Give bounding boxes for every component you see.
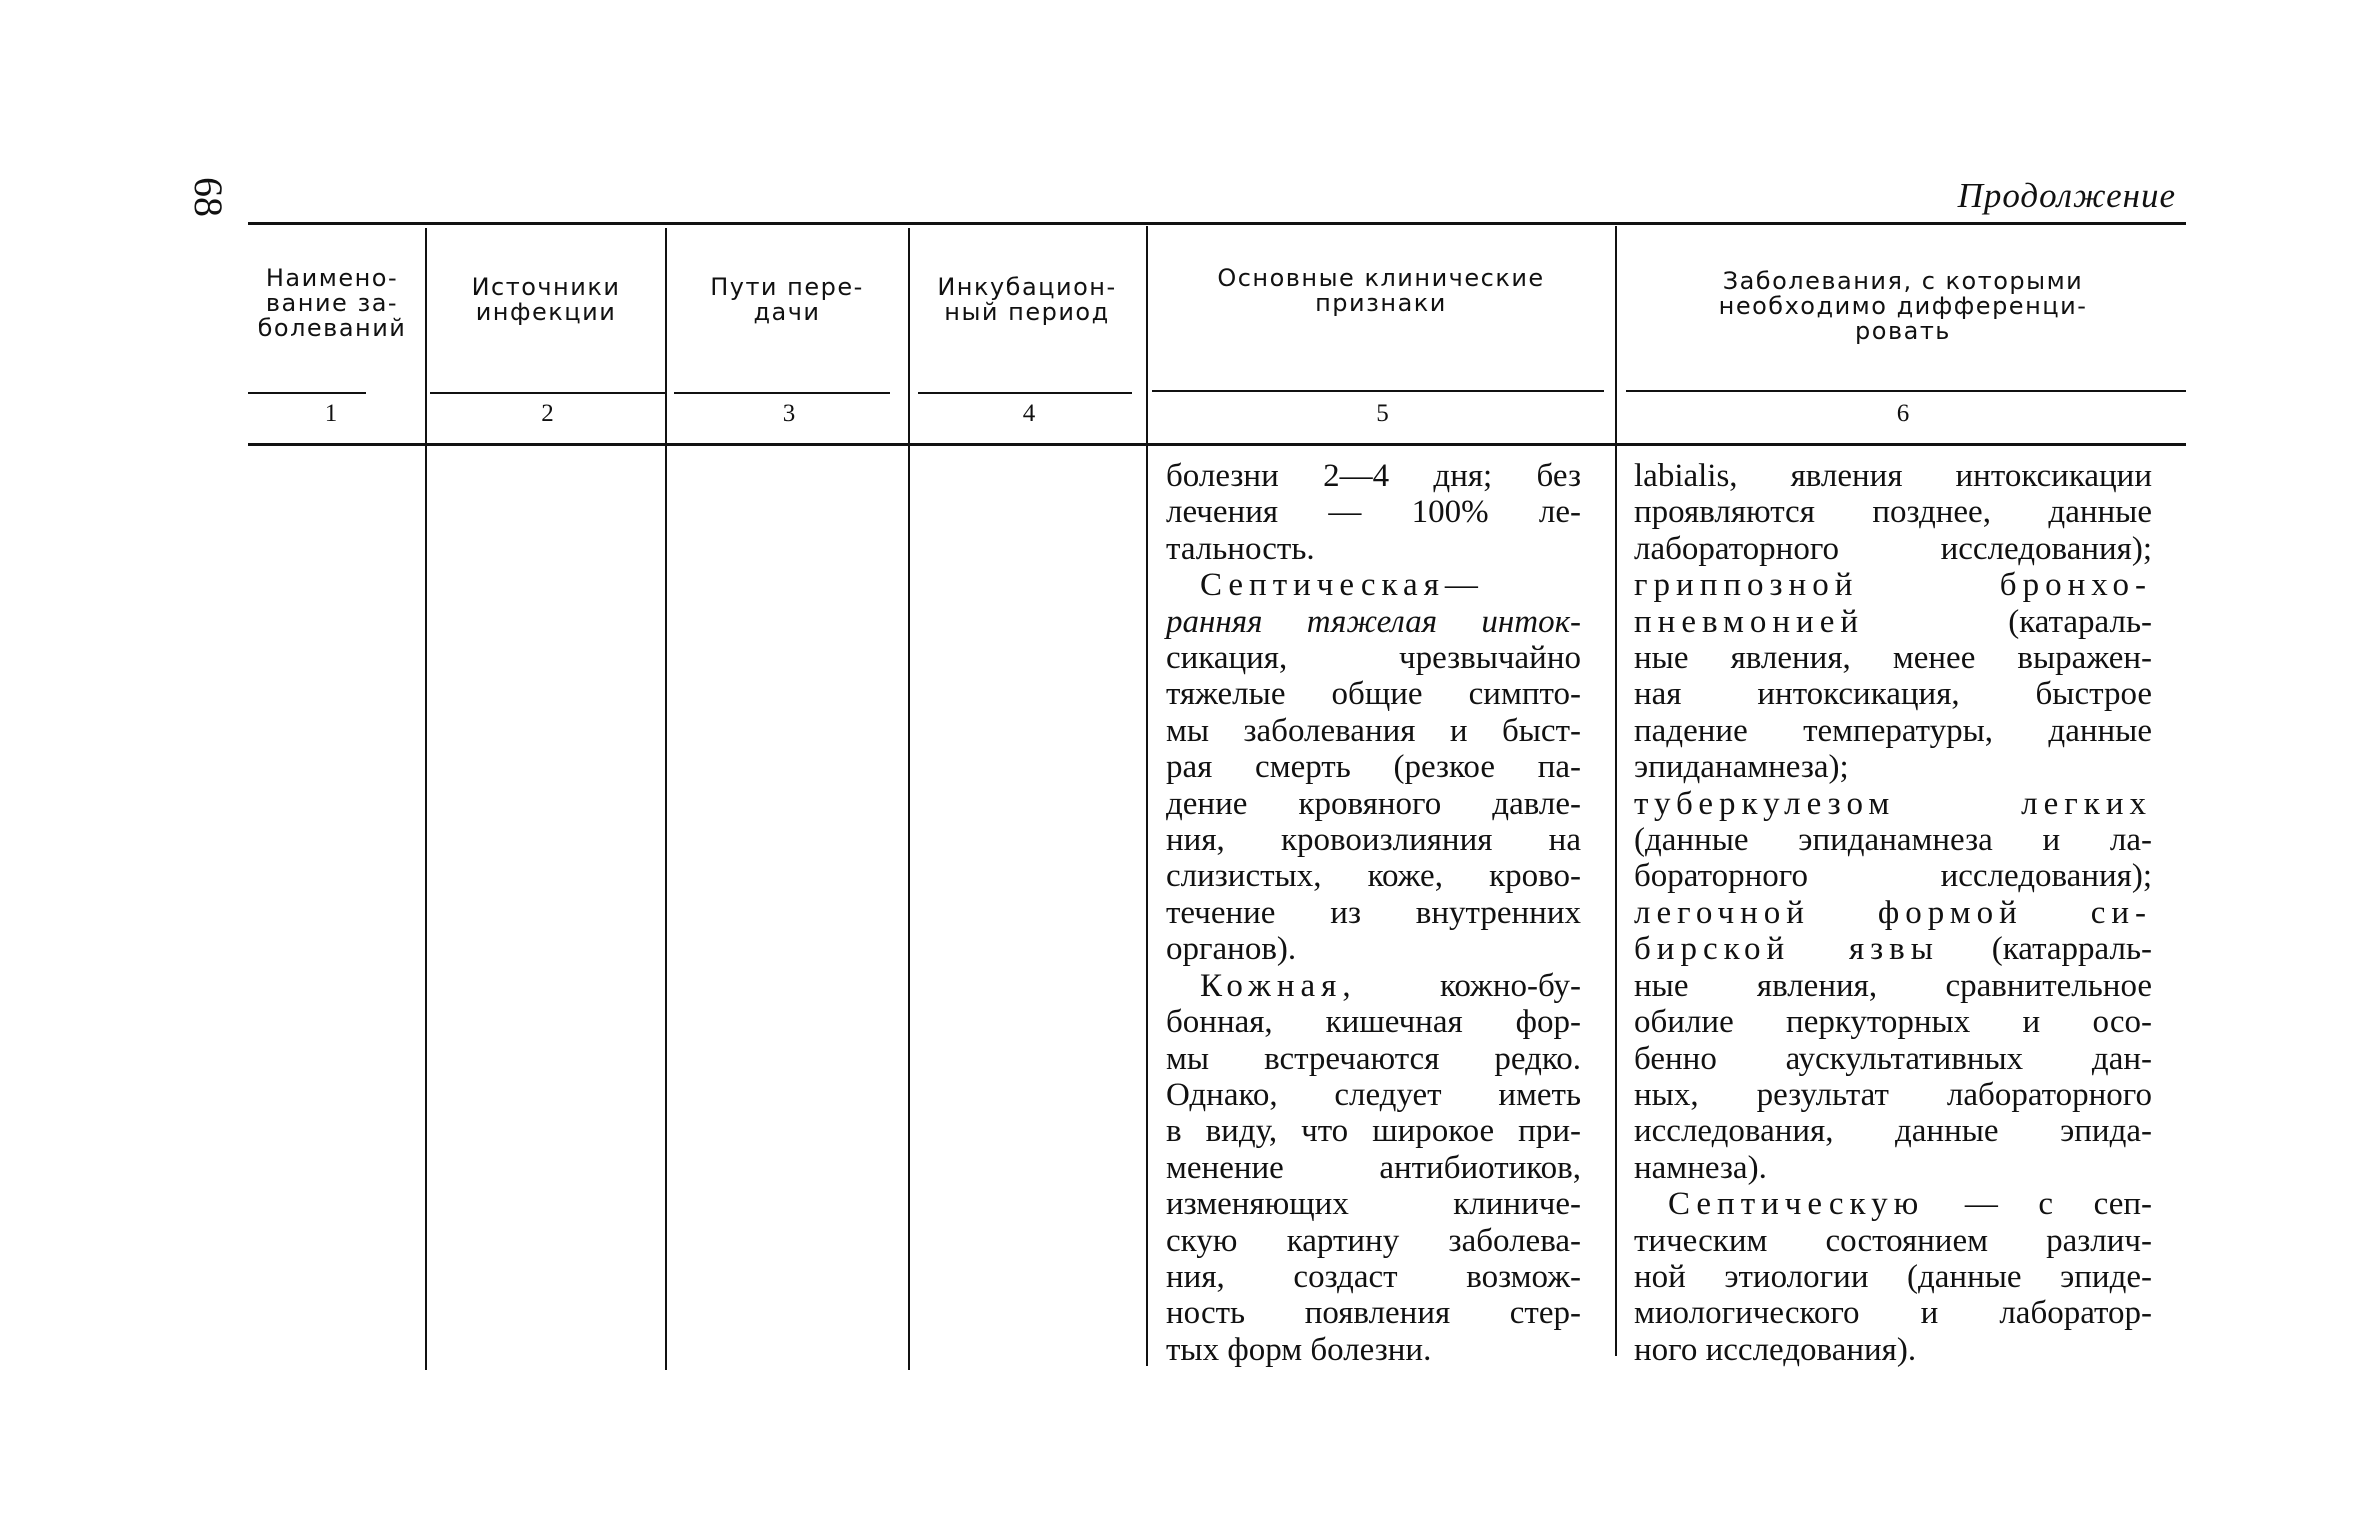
text-line: в виду, что широкое при- bbox=[1166, 1113, 1581, 1150]
text-line: ность появления стер- bbox=[1166, 1295, 1581, 1332]
text-line: слизистых, коже, крово- bbox=[1166, 858, 1581, 895]
column-number-1: 1 bbox=[324, 400, 338, 427]
text-fragment: (катарраль- bbox=[1938, 931, 2152, 968]
text-line bbox=[1166, 567, 1581, 603]
text-line: обилие перкуторных и осо- bbox=[1634, 1004, 2152, 1041]
text-line: менение антибиотиков, bbox=[1166, 1149, 1581, 1186]
text-line: течение из внутренних bbox=[1166, 894, 1581, 931]
text-line: ния, создаст возмож- bbox=[1166, 1258, 1581, 1295]
text-line: тяжелые общие симпто- bbox=[1166, 676, 1581, 713]
text-line: органов). bbox=[1166, 931, 1297, 968]
header-infection-sources: Источники инфекции bbox=[471, 273, 621, 326]
text-line: болезни 2—4 дня; без bbox=[1166, 458, 1581, 494]
text-fragment: — с сеп- bbox=[1924, 1186, 2152, 1223]
text-fragment: , кожно-бу- bbox=[1342, 967, 1581, 1004]
continuation-label: Продолжение bbox=[1957, 176, 2176, 215]
differential-diagnosis-text bbox=[1634, 458, 2152, 1368]
text-line: Однако, следует иметь bbox=[1166, 1076, 1581, 1113]
column-number-3: 3 bbox=[782, 400, 796, 427]
header-differential-diagnosis: Заболевания, с которыми необходимо дифференци- ровать bbox=[1718, 267, 2088, 345]
header-disease-name: Наимено- вание за- болеваний bbox=[257, 264, 407, 342]
text-line: ных, результат лабораторного bbox=[1634, 1076, 2152, 1113]
column-divider-1 bbox=[425, 228, 427, 1370]
text-line: ные явления, сравнительное bbox=[1634, 967, 2152, 1004]
text-line bbox=[1634, 1186, 2152, 1222]
septic-term: Септическую bbox=[1668, 1186, 1925, 1223]
text-line: тическим состоянием различ- bbox=[1634, 1222, 2152, 1259]
column-divider-2 bbox=[665, 228, 667, 1370]
pneumonia-term: пневмонией bbox=[1634, 603, 1864, 640]
text-line: исследования, данные эпида- bbox=[1634, 1113, 2152, 1150]
text-line: миологического и лаборатор- bbox=[1634, 1295, 2152, 1332]
text-line: легочной формой си- bbox=[1634, 894, 2152, 931]
text-line: намнеза). bbox=[1634, 1149, 1767, 1186]
text-line bbox=[1166, 968, 1581, 1004]
text-line: (данные эпиданамнеза и ла- bbox=[1634, 822, 2152, 859]
column-divider-3 bbox=[908, 228, 910, 1370]
table-top-rule bbox=[248, 222, 2186, 225]
text-line: гриппозной бронхо- bbox=[1634, 567, 2152, 604]
text-line: рая смерть (резкое па- bbox=[1166, 749, 1581, 786]
text-line: туберкулезом легких bbox=[1634, 785, 2152, 822]
anthrax-term: бирской язвы bbox=[1634, 931, 1939, 968]
column-number-6: 6 bbox=[1896, 400, 1910, 427]
text-line: дение кровяного давле- bbox=[1166, 785, 1581, 822]
header-clinical-signs: Основные клинические признаки bbox=[1217, 264, 1545, 317]
table-header-rule bbox=[248, 443, 2186, 446]
text-line: тальность. bbox=[1166, 530, 1315, 567]
text-line: сикация, чрезвычайно bbox=[1166, 640, 1581, 677]
text-line: лечения — 100% ле- bbox=[1166, 494, 1581, 531]
header-transmission-routes: Пути пере- дачи bbox=[710, 273, 864, 326]
text-line bbox=[1634, 604, 2152, 640]
text-line: проявляются позднее, данные bbox=[1634, 494, 2152, 531]
dash: — bbox=[1444, 567, 1478, 604]
text-line: мы заболевания и быст- bbox=[1166, 712, 1581, 749]
column-divider-5 bbox=[1615, 226, 1617, 1356]
text-line: бенно аускультативных дан- bbox=[1634, 1040, 2152, 1077]
text-fragment: (катараль- bbox=[2008, 603, 2152, 640]
text-line: бораторного исследования); bbox=[1634, 858, 2152, 895]
column-number-2: 2 bbox=[541, 400, 554, 427]
column-divider-4 bbox=[1146, 226, 1148, 1366]
text-line: ная интоксикация, быстрое bbox=[1634, 676, 2152, 713]
text-line: ного исследования). bbox=[1634, 1331, 1917, 1368]
text-line: изменяющих клиниче- bbox=[1166, 1186, 1581, 1223]
text-line bbox=[1634, 931, 2152, 967]
text-line: скую картину заболева- bbox=[1166, 1222, 1581, 1259]
cutaneous-form-term: Кожная bbox=[1200, 967, 1343, 1004]
page-number: 68 bbox=[186, 177, 231, 217]
clinical-signs-text bbox=[1166, 458, 1581, 1368]
text-line: лабораторного исследования); bbox=[1634, 530, 2152, 567]
text-line: эпиданамнеза); bbox=[1634, 749, 1849, 786]
column-number-4: 4 bbox=[1022, 400, 1036, 427]
text-line: ной этиологии (данные эпиде- bbox=[1634, 1258, 2152, 1295]
text-line: падение температуры, данные bbox=[1634, 712, 2152, 749]
text-line: ранняя тяжелая инток- bbox=[1166, 603, 1581, 640]
text-line: ные явления, менее выражен- bbox=[1634, 640, 2152, 677]
text-line: тых форм болезни. bbox=[1166, 1331, 1432, 1368]
text-line: бонная, кишечная фор- bbox=[1166, 1004, 1581, 1041]
text-line: labialis, явления интоксикации bbox=[1634, 458, 2152, 494]
text-line: мы встречаются редко. bbox=[1166, 1040, 1581, 1077]
septic-form-term: Септическая bbox=[1200, 567, 1445, 604]
header-incubation-period: Инкубацион- ный период bbox=[937, 273, 1117, 326]
column-number-5: 5 bbox=[1376, 400, 1389, 427]
text-line: ния, кровоизлияния на bbox=[1166, 822, 1581, 859]
